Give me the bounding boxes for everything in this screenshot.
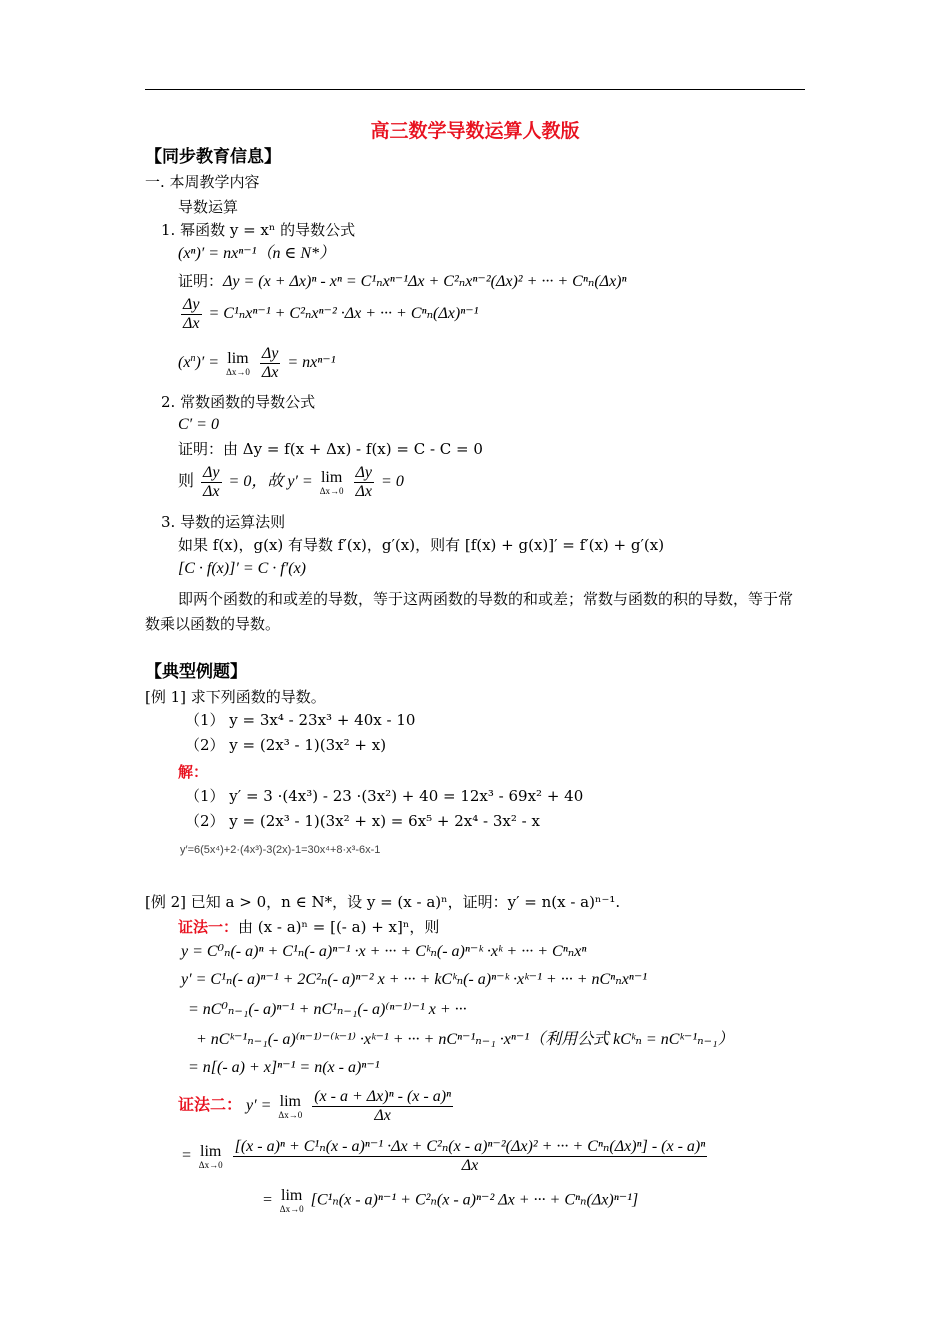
- m2-line-2: = lim Δx→0 [(x - a)ⁿ + C¹ₙ(x - a)ⁿ⁻¹ ·Δx + C²ₙ(x - a)ⁿ⁻²(Δx)² + ··· + Cⁿₙ(Δx)ⁿ] - (x - a)ⁿ Δx: [181, 1138, 706, 1174]
- info-heading: 【同步教育信息】: [145, 147, 281, 167]
- limit: lim Δx→0: [278, 1092, 303, 1120]
- limit: lim Δx→0: [226, 349, 250, 377]
- proof-1c: $(x^n)'$ = lim Δx→0 $\frac{\Delta y}{\Delta x}$ = nxⁿ⁻¹: [178, 345, 336, 381]
- example-1-q2: （2） y = (2x³ - 1)(3x² + x): [185, 736, 387, 754]
- formula-1: (xⁿ)′ = nxⁿ⁻¹（n ∈ N*）: [178, 245, 335, 262]
- example-1-label: [例 1] 求下列函数的导数。: [145, 688, 326, 706]
- header-rule: [145, 89, 805, 90]
- m1-line-3: = nC⁰ₙ₋₁(- a)ⁿ⁻¹ + nC¹ₙ₋₁(- a)⁽ⁿ⁻¹⁾⁻¹ x + ···: [188, 1001, 467, 1018]
- rule-line-1: 如果 f(x)，g(x) 有导数 f′(x)，g′(x)，则有 [f(x) + g(x)]′ = f′(x) + g′(x): [178, 536, 665, 554]
- m2-line-1: 证法二： y′ = lim Δx→0 $\frac{\text{(x - a + Δx)ⁿ - (x - a)ⁿ}}{\Delta x}$: [178, 1088, 452, 1124]
- fraction-dy-dx: $\frac{\Delta y}{\Delta x}$: [203, 464, 220, 500]
- item-2: 2. 常数函数的导数公式: [161, 393, 316, 411]
- example-1-a1: （1） y′ = 3 ·(4x³) - 23 ·(3x²) + 40 = 12x³ - 69x² + 40: [185, 787, 584, 805]
- fraction-dy-dx: [181, 296, 202, 333]
- m1-line-2: y′ = C¹ₙ(- a)ⁿ⁻¹ + 2C²ₙ(- a)ⁿ⁻² x + ··· + kCᵏₙ(- a)ⁿ⁻ᵏ ·xᵏ⁻¹ + ··· + nCⁿₙxⁿ⁻¹: [181, 971, 648, 988]
- example-1-q1: （1） y = 3x⁴ - 23x³ + 40x - 10: [185, 711, 416, 729]
- content-label: 一. 本周教学内容: [145, 173, 260, 191]
- example-2-label: [例 2] 已知 a > 0，n ∈ N*，设 y = (x - a)ⁿ，证明：y′ = n(x - a)ⁿ⁻¹.: [145, 893, 621, 911]
- formula-2: C′ = 0: [178, 416, 219, 433]
- proof-1b: [178, 296, 478, 333]
- method-1-label: 证法一：: [178, 918, 239, 936]
- fraction: $\frac{\text{(x - a + Δx)ⁿ - (x - a)ⁿ}}{\Delta x}$: [314, 1088, 452, 1124]
- page-title: 高三数学导数运算人教版: [370, 120, 580, 142]
- item-1: 1. 幂函数 y = xⁿ 的导数公式: [161, 221, 356, 239]
- examples-heading: 【典型例题】: [145, 662, 247, 682]
- solution-label: 解：: [178, 763, 209, 781]
- proof-1b-expr: = C¹ₙxⁿ⁻¹ + C²ₙxⁿ⁻² ·Δx + ··· + Cⁿₙ(Δx)ⁿ⁻¹: [208, 305, 479, 323]
- m1-line-1: y = C⁰ₙ(- a)ⁿ + C¹ₙ(- a)ⁿ⁻¹ ·x + ··· + Cᵏₙ(- a)ⁿ⁻ᵏ ·xᵏ + ··· + Cⁿₙxⁿ: [181, 943, 587, 960]
- frac-num: Δy: [183, 296, 200, 313]
- proof-2: 证明：由 Δy = f(x + Δx) - f(x) = C - C = 0: [178, 440, 483, 458]
- item-3: 3. 导数的运算法则: [161, 513, 286, 531]
- proof-2b: 则 $\frac{\Delta y}{\Delta x}$ = 0，故 y′ = lim Δx→0 $\frac{\Delta y}{\Delta x}$ = 0: [178, 464, 404, 500]
- explanation: 即两个函数的和或差的导数，等于这两函数的导数的和或差；常数与函数的积的导数，等于常数乘以函数的导数。: [145, 590, 794, 633]
- proof-1-label: 证明：: [178, 272, 224, 290]
- example-1-a2: （2） y = (2x³ - 1)(3x² + x) = 6x⁵ + 2x⁴ - 3x² - x: [185, 812, 540, 830]
- fraction-dy-dx: $\frac{\Delta y}{\Delta x}$: [261, 345, 279, 381]
- proof-1-expr: Δy = (x + Δx)ⁿ - xⁿ = C¹ₙxⁿ⁻¹Δx + C²ₙxⁿ⁻²(Δx)² + ··· + Cⁿₙ(Δx)ⁿ: [223, 273, 627, 290]
- example-1-a3: y′=6(5x⁴)+2·(4x³)-3(2x)-1=30x⁴+8·x³-6x-1: [180, 844, 381, 856]
- proof-1c-expr: = nxⁿ⁻¹: [287, 354, 336, 372]
- m1-line-5: = n[(- a) + x]ⁿ⁻¹ = n(x - a)ⁿ⁻¹: [188, 1059, 380, 1076]
- rule-line-2: [C · f(x)]′ = C · f′(x): [178, 560, 306, 577]
- proof-1: [178, 271, 627, 292]
- m2-line-3: = lim Δx→0 [C¹ₙ(x - a)ⁿ⁻¹ + C²ₙ(x - a)ⁿ⁻² Δx + ··· + Cⁿₙ(Δx)ⁿ⁻¹]: [262, 1187, 639, 1214]
- fraction: [(x - a)ⁿ + C¹ₙ(x - a)ⁿ⁻¹ ·Δx + C²ₙ(x - a)ⁿ⁻²(Δx)² + ··· + Cⁿₙ(Δx)ⁿ] - (x - a)ⁿ Δx: [234, 1138, 706, 1174]
- m1-line-4: + nCᵏ⁻¹ₙ₋₁(- a)⁽ⁿ⁻¹⁾⁻⁽ᵏ⁻¹⁾ ·xᵏ⁻¹ + ··· + nCⁿ⁻¹ₙ₋₁ ·xⁿ⁻¹（利用公式 kCᵏₙ = nCᵏ⁻¹ₙ₋₁）: [196, 1031, 734, 1048]
- fraction-dy-dx: $\frac{\Delta y}{\Delta x}$: [355, 464, 373, 500]
- limit: lim Δx→0: [279, 1187, 304, 1214]
- topic: 导数运算: [178, 198, 239, 216]
- frac-den: Δx: [183, 315, 200, 332]
- limit: lim Δx→0: [319, 468, 344, 496]
- limit: lim Δx→0: [198, 1142, 223, 1170]
- method-1-intro: 证法一：由 (x - a)ⁿ = [(- a) + x]ⁿ，则: [178, 918, 440, 936]
- method-2-label: 证法二：: [178, 1097, 243, 1115]
